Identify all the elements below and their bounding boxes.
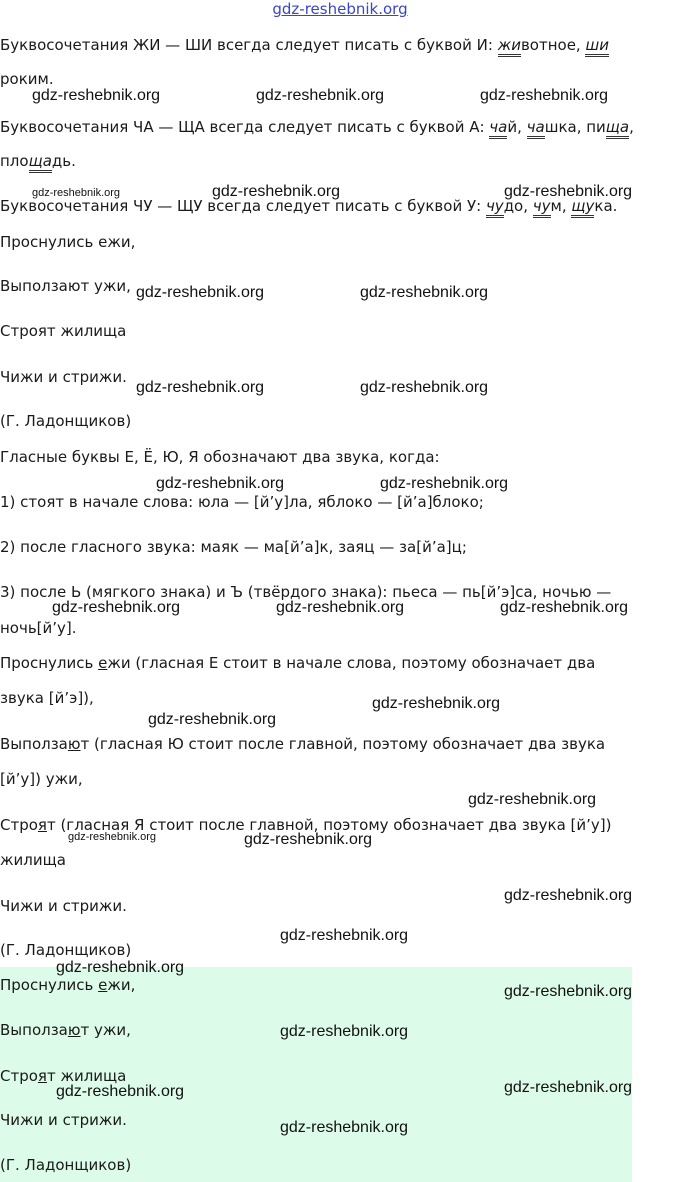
watermark: gdz-reshebnik.org <box>148 711 277 728</box>
analysis-line: жилища <box>0 851 66 869</box>
rule-zhi-shi-cont: роким. <box>0 70 54 88</box>
watermark: gdz-reshebnik.org <box>480 87 609 104</box>
watermark: gdz-reshebnik.org <box>256 87 385 104</box>
analysis-line: Проснулись ежи (гласная Е стоит в начале слова, поэтому обозначает два <box>0 654 596 672</box>
watermark: gdz-reshebnik.org <box>136 379 265 396</box>
spelling-underline: чу <box>486 197 504 218</box>
watermark: gdz-reshebnik.org <box>276 599 405 616</box>
poem-author: (Г. Ладонщиков) <box>0 412 132 430</box>
poem-line: Проснулись ежи, <box>0 233 136 251</box>
watermark: gdz-reshebnik.org <box>372 695 501 712</box>
vowels-intro: Гласные буквы Е, Ё, Ю, Я обозначают два звука, когда: <box>0 448 440 466</box>
vowels-rule-2: 2) после гласного звука: маяк — ма[й’а]к, заяц — за[й’а]ц; <box>0 538 467 556</box>
watermark: gdz-reshebnik.org <box>468 791 597 808</box>
rule-cha-scha: Буквосочетания ЧА — ЩА всегда следует писать с буквой А: чай, чашка, пища, <box>0 117 634 137</box>
watermark: gdz-reshebnik.org <box>136 284 265 301</box>
watermark: gdz-reshebnik.org <box>32 87 161 104</box>
watermark: gdz-reshebnik.org <box>500 599 629 616</box>
vowels-rule-3-cont: ночь[й’у]. <box>0 619 77 637</box>
watermark: gdz-reshebnik.org <box>156 475 285 492</box>
rule-zhi-shi: Буквосочетания ЖИ — ШИ всегда следует писать с буквой И: животное, ши <box>0 35 609 55</box>
vowel-underline: я <box>37 816 47 834</box>
answer-line: Строят жилища <box>0 1067 127 1085</box>
analysis-line: Строят (гласная Я стоит после главной, поэтому обозначает два звука [й’у]) <box>0 816 612 834</box>
answer-line: Выползают ужи, <box>0 1021 131 1039</box>
spelling-underline: ши <box>585 36 608 57</box>
spelling-underline: ча <box>527 118 545 139</box>
watermark: gdz-reshebnik.org <box>244 831 373 848</box>
rule-cha-scha-cont: площадь. <box>0 151 76 171</box>
spelling-underline: ща <box>606 118 629 139</box>
vowels-rule-1: 1) стоят в начале слова: юла — [й’у]ла, яблоко — [й’а]блоко; <box>0 493 484 511</box>
vowel-underline: ю <box>67 735 81 753</box>
answer-line: Чижи и стрижи. <box>0 1111 127 1129</box>
rule-chu-schu: Буквосочетания ЧУ — ЩУ всегда следует писать с буквой У: чудо, чум, щука. <box>0 196 617 216</box>
analysis-line: звука [й’э]), <box>0 689 94 707</box>
watermark: gdz-reshebnik.org <box>32 187 121 199</box>
poem-line: Строят жилища <box>0 322 127 340</box>
vowel-underline: ю <box>67 1021 81 1039</box>
watermark: gdz-reshebnik.org <box>504 1079 633 1096</box>
analysis-author: (Г. Ладонщиков) <box>0 941 132 959</box>
vowel-underline: е <box>98 976 108 994</box>
watermark: gdz-reshebnik.org <box>52 599 181 616</box>
answer-line: Проснулись ежи, <box>0 976 136 994</box>
watermark: gdz-reshebnik.org <box>280 1023 409 1040</box>
watermark: gdz-reshebnik.org <box>360 284 489 301</box>
watermark: gdz-reshebnik.org <box>56 959 185 976</box>
watermark: gdz-reshebnik.org <box>212 183 341 200</box>
watermark: gdz-reshebnik.org <box>360 379 489 396</box>
watermark: gdz-reshebnik.org <box>504 887 633 904</box>
watermark: gdz-reshebnik.org <box>280 1119 409 1136</box>
watermark: gdz-reshebnik.org <box>380 475 509 492</box>
watermark: gdz-reshebnik.org <box>56 1083 185 1100</box>
watermark: gdz-reshebnik.org <box>504 983 633 1000</box>
vowel-underline: я <box>37 1067 47 1085</box>
poem-line: Чижи и стрижи. <box>0 368 127 386</box>
spelling-underline: щу <box>571 197 594 218</box>
spelling-underline: ча <box>489 118 507 139</box>
spelling-underline: чу <box>533 197 551 218</box>
vowel-underline: е <box>98 654 108 672</box>
watermark: gdz-reshebnik.org <box>504 183 633 200</box>
answer-author: (Г. Ладонщиков) <box>0 1156 132 1174</box>
site-link[interactable]: gdz-reshebnik.org <box>272 0 408 18</box>
analysis-line: Выползают (гласная Ю стоит после главной, поэтому обозначает два звука <box>0 735 606 753</box>
watermark: gdz-reshebnik.org <box>68 831 157 843</box>
spelling-underline: ща <box>29 152 52 173</box>
poem-line: Выползают ужи, <box>0 277 131 295</box>
analysis-line: Чижи и стрижи. <box>0 897 127 915</box>
watermark: gdz-reshebnik.org <box>280 927 409 944</box>
spelling-underline: жи <box>498 36 521 57</box>
vowels-rule-3: 3) после Ь (мягкого знака) и Ъ (твёрдого знака): пьеса — пь[й’э]са, ночью — <box>0 583 612 601</box>
analysis-line: [й’у]) ужи, <box>0 770 83 788</box>
